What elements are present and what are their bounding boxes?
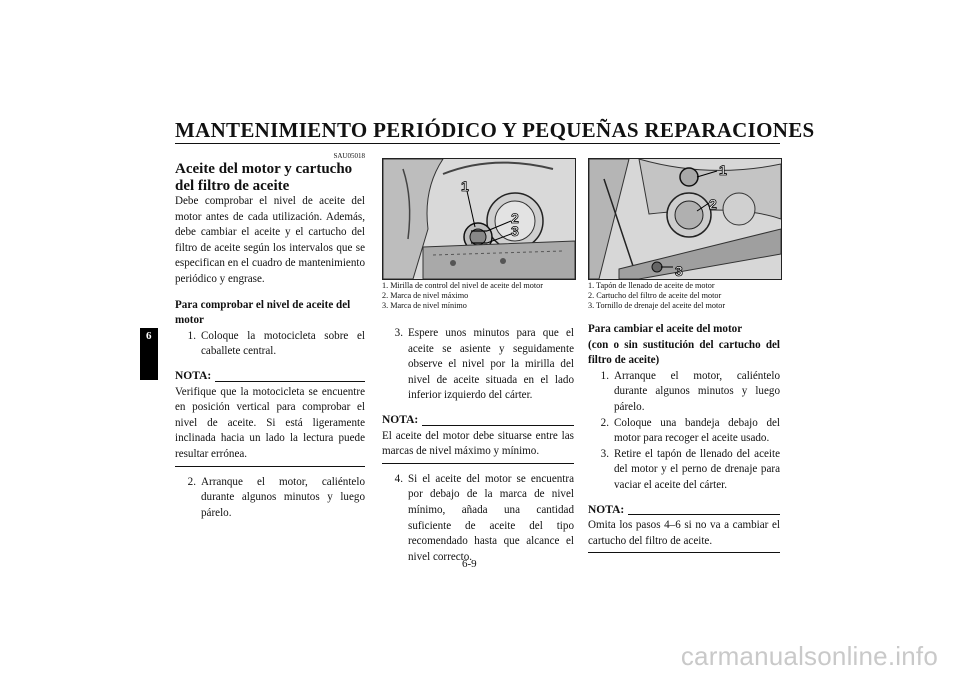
note-block — [382, 413, 574, 464]
step-item — [175, 475, 365, 522]
caption-item: 3. Marca de nivel mínimo — [382, 301, 467, 311]
watermark: carmanualsonline.info — [680, 641, 938, 671]
step-number: 1. — [187, 329, 196, 342]
step-item — [382, 472, 574, 566]
step-number: 3. — [394, 327, 403, 339]
step-text: Arranque el motor, caliéntelo durante algunos minutos y luego párelo. — [201, 475, 365, 519]
figure2-captions — [588, 281, 780, 312]
step-item — [382, 326, 574, 404]
note-rule — [628, 514, 780, 515]
section-code: SAU05018 — [333, 152, 365, 160]
caption-item: 2. Cartucho del filtro de aceite del motor — [588, 291, 722, 301]
step-number: 4. — [394, 472, 403, 485]
step-number: 2. — [600, 416, 609, 429]
note-rule — [215, 381, 365, 382]
check-oil-subheading: Para comprobar el nivel de aceite del motor — [175, 298, 351, 327]
chapter-tab-number: 6 — [146, 330, 152, 342]
oil-sight-glass-figure — [382, 158, 576, 280]
change-oil-subheading: Para cambiar el aceite del motor — [588, 323, 743, 335]
figure1-captions — [382, 281, 574, 312]
caption-item: 3. Tornillo de drenaje del aceite del motor — [588, 301, 726, 311]
caption-item: 1. Mirilla de control del nivel de aceite del motor — [382, 281, 543, 290]
figure1-callout-1: 1 — [461, 178, 469, 194]
note-rule — [422, 425, 574, 426]
note-label: NOTA: — [382, 413, 419, 426]
page-number: 6-9 — [462, 558, 477, 570]
step-item — [588, 416, 780, 447]
step-text: Retire el tapón de llenado del aceite del motor y el perno de drenaje para vaciar el aceite del cárter. — [614, 447, 780, 491]
header-rule — [175, 143, 780, 144]
oil-change-figure — [588, 158, 782, 280]
figure2-callout-1: 1 — [719, 162, 727, 178]
column-1 — [175, 152, 365, 521]
note-block — [175, 369, 365, 467]
note-block — [588, 503, 780, 554]
caption-item: 2. Marca de nivel máximo — [382, 291, 469, 301]
note-label: NOTA: — [175, 369, 212, 382]
note-text: El aceite del motor debe situarse entre las marcas de nivel máximo y mínimo. — [382, 429, 574, 464]
column-3 — [588, 322, 780, 561]
step-text: Coloque la motocicleta sobre el caballete central. — [201, 329, 365, 358]
figure2-callout-2: 2 — [709, 196, 717, 212]
step-text: Espere unos minutos para que el aceite se asiente y seguidamente observe el nivel por la mirilla del nivel de aceite situada en el lado inferior izquierdo del cárter. — [408, 327, 574, 402]
change-oil-subheading-note: (con o sin sustitución del cartucho del filtro de aceite) — [588, 338, 780, 367]
step-text: Arranque el motor, caliéntelo durante algunos minutos y luego párelo. — [614, 369, 780, 413]
note-label: NOTA: — [588, 503, 625, 516]
column-2 — [382, 326, 574, 565]
note-text: Omita los pasos 4–6 si no va a cambiar el cartucho del filtro de aceite. — [588, 518, 780, 553]
step-text: Si el aceite del motor se encuentra por debajo de la marca de nivel mínimo, añada una cantidad suficiente de aceite del tipo recomendado hasta que alcance el nivel correcto. — [408, 472, 574, 563]
step-item — [588, 447, 780, 494]
note-text: Verifique que la motocicleta se encuentre en posición vertical para comprobar el nivel de aceite. Si está ligeramente inclinada hacia un lado la lectura puede resultar errónea. — [175, 385, 365, 467]
figure1-callout-3: 3 — [511, 223, 519, 239]
step-text: Coloque una bandeja debajo del motor para recoger el aceite usado. — [614, 416, 780, 445]
figure1-callout-2: 2 — [511, 210, 519, 226]
step-item — [175, 329, 365, 360]
section-heading: Aceite del motor y cartucho del filtro de aceite — [175, 161, 353, 194]
caption-item: 1. Tapón de llenado de aceite de motor — [588, 281, 715, 290]
step-number: 2. — [187, 475, 196, 488]
page-header-title: MANTENIMIENTO PERIÓDICO Y PEQUEÑAS REPARACIONES — [175, 118, 815, 142]
engine-sight-glass-illustration — [383, 159, 575, 279]
step-number: 1. — [600, 369, 609, 382]
step-number: 3. — [600, 447, 609, 460]
intro-paragraph: Debe comprobar el nivel de aceite del motor antes de cada utilización. Además, debe cambiar el aceite y el cartucho del filtro de aceite según los intervalos que se especifican en el cuadro de mantenimiento periódico y engrase. — [175, 195, 365, 285]
engine-drain-illustration — [589, 159, 781, 279]
figure2-callout-3: 3 — [675, 263, 683, 279]
step-item — [588, 369, 780, 416]
